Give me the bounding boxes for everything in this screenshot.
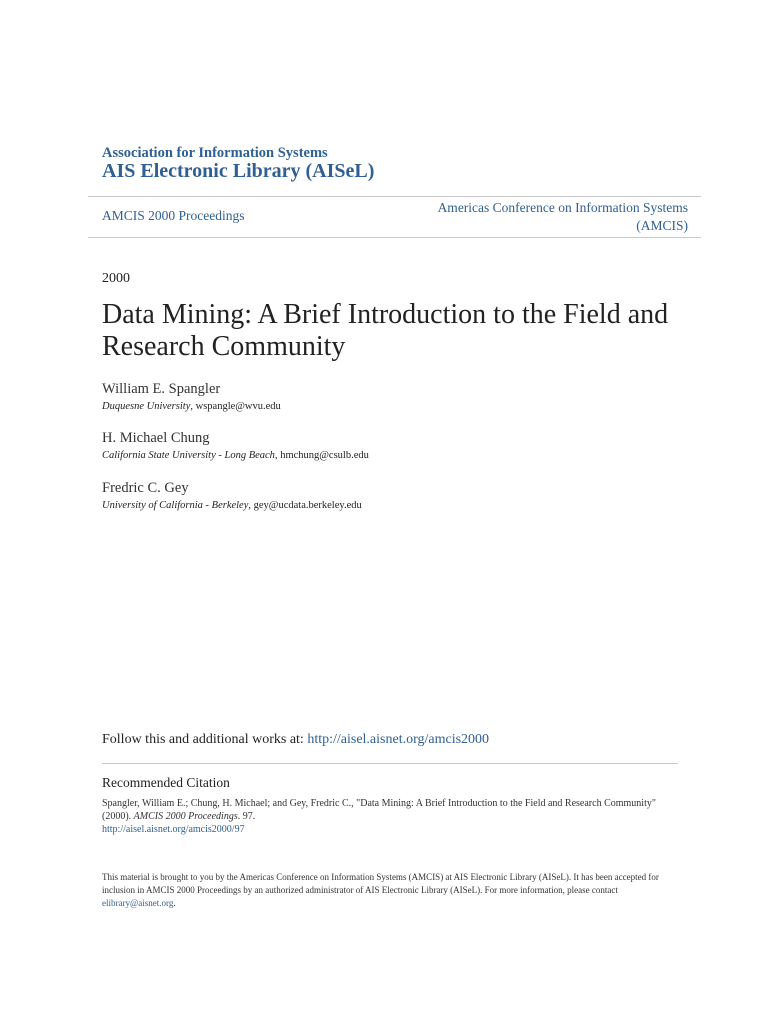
citation-part-2: . 97. (237, 811, 256, 822)
follow-label: Follow this and additional works at: (102, 732, 308, 747)
author-affiliation (102, 450, 369, 461)
publication-year: 2000 (102, 271, 130, 286)
author-institution: California State University - Long Beach (102, 450, 275, 461)
conference-line-1: Americas Conference on Information Systems (437, 200, 688, 215)
follow-link[interactable]: http://aisel.aisnet.org/amcis2000 (307, 732, 490, 747)
footer-notice (102, 871, 682, 910)
contact-email-link[interactable]: elibrary@aisnet.org (102, 898, 174, 908)
footer-end: . (173, 898, 176, 908)
citation-text (102, 797, 662, 823)
author-name: William E. Spangler (102, 381, 221, 397)
footer-text: This material is brought to you by the Americas Conference on Information Systems (AMCIS) at AIS Electronic Library (AISeL). It has been accepted for inclusion in AMCIS 2000 Proceedings by an authorized administrator of AIS Electronic Library (AISeL). For more information, please contact (102, 872, 659, 895)
conference-line-2: (AMCIS) (636, 218, 688, 233)
author-affiliation (102, 401, 281, 412)
paper-title: Data Mining: A Brief Introduction to the Field and Research Community (102, 299, 669, 362)
author-name: H. Michael Chung (102, 430, 210, 446)
author-email: , gey@ucdata.berkeley.edu (248, 500, 362, 511)
citation-heading: Recommended Citation (102, 775, 230, 790)
library-name[interactable]: AIS Electronic Library (AISeL) (102, 160, 375, 182)
author-email: , wspangle@wvu.edu (190, 401, 281, 412)
author-institution: University of California - Berkeley (102, 500, 249, 511)
citation-link[interactable]: http://aisel.aisnet.org/amcis2000/97 (102, 824, 245, 835)
series-link[interactable]: AMCIS 2000 Proceedings (102, 208, 245, 223)
divider-top (88, 196, 701, 197)
conference-link[interactable] (388, 199, 688, 235)
follow-line (102, 732, 489, 748)
author-email: , hmchung@csulb.edu (274, 450, 369, 461)
citation-part-1: Spangler, William E.; Chung, H. Michael; and Gey, Fredric C., "Data Mining: A Brief Introduction to the Field and Research Community" (2000). (102, 798, 656, 822)
divider-mid (88, 237, 701, 238)
citation-proceedings: AMCIS 2000 Proceedings (133, 811, 238, 822)
author-affiliation (102, 500, 362, 511)
organization-name: Association for Information Systems (102, 145, 328, 161)
author-institution: Duquesne University (102, 401, 191, 412)
author-name: Fredric C. Gey (102, 480, 189, 496)
divider-citation (102, 763, 678, 764)
